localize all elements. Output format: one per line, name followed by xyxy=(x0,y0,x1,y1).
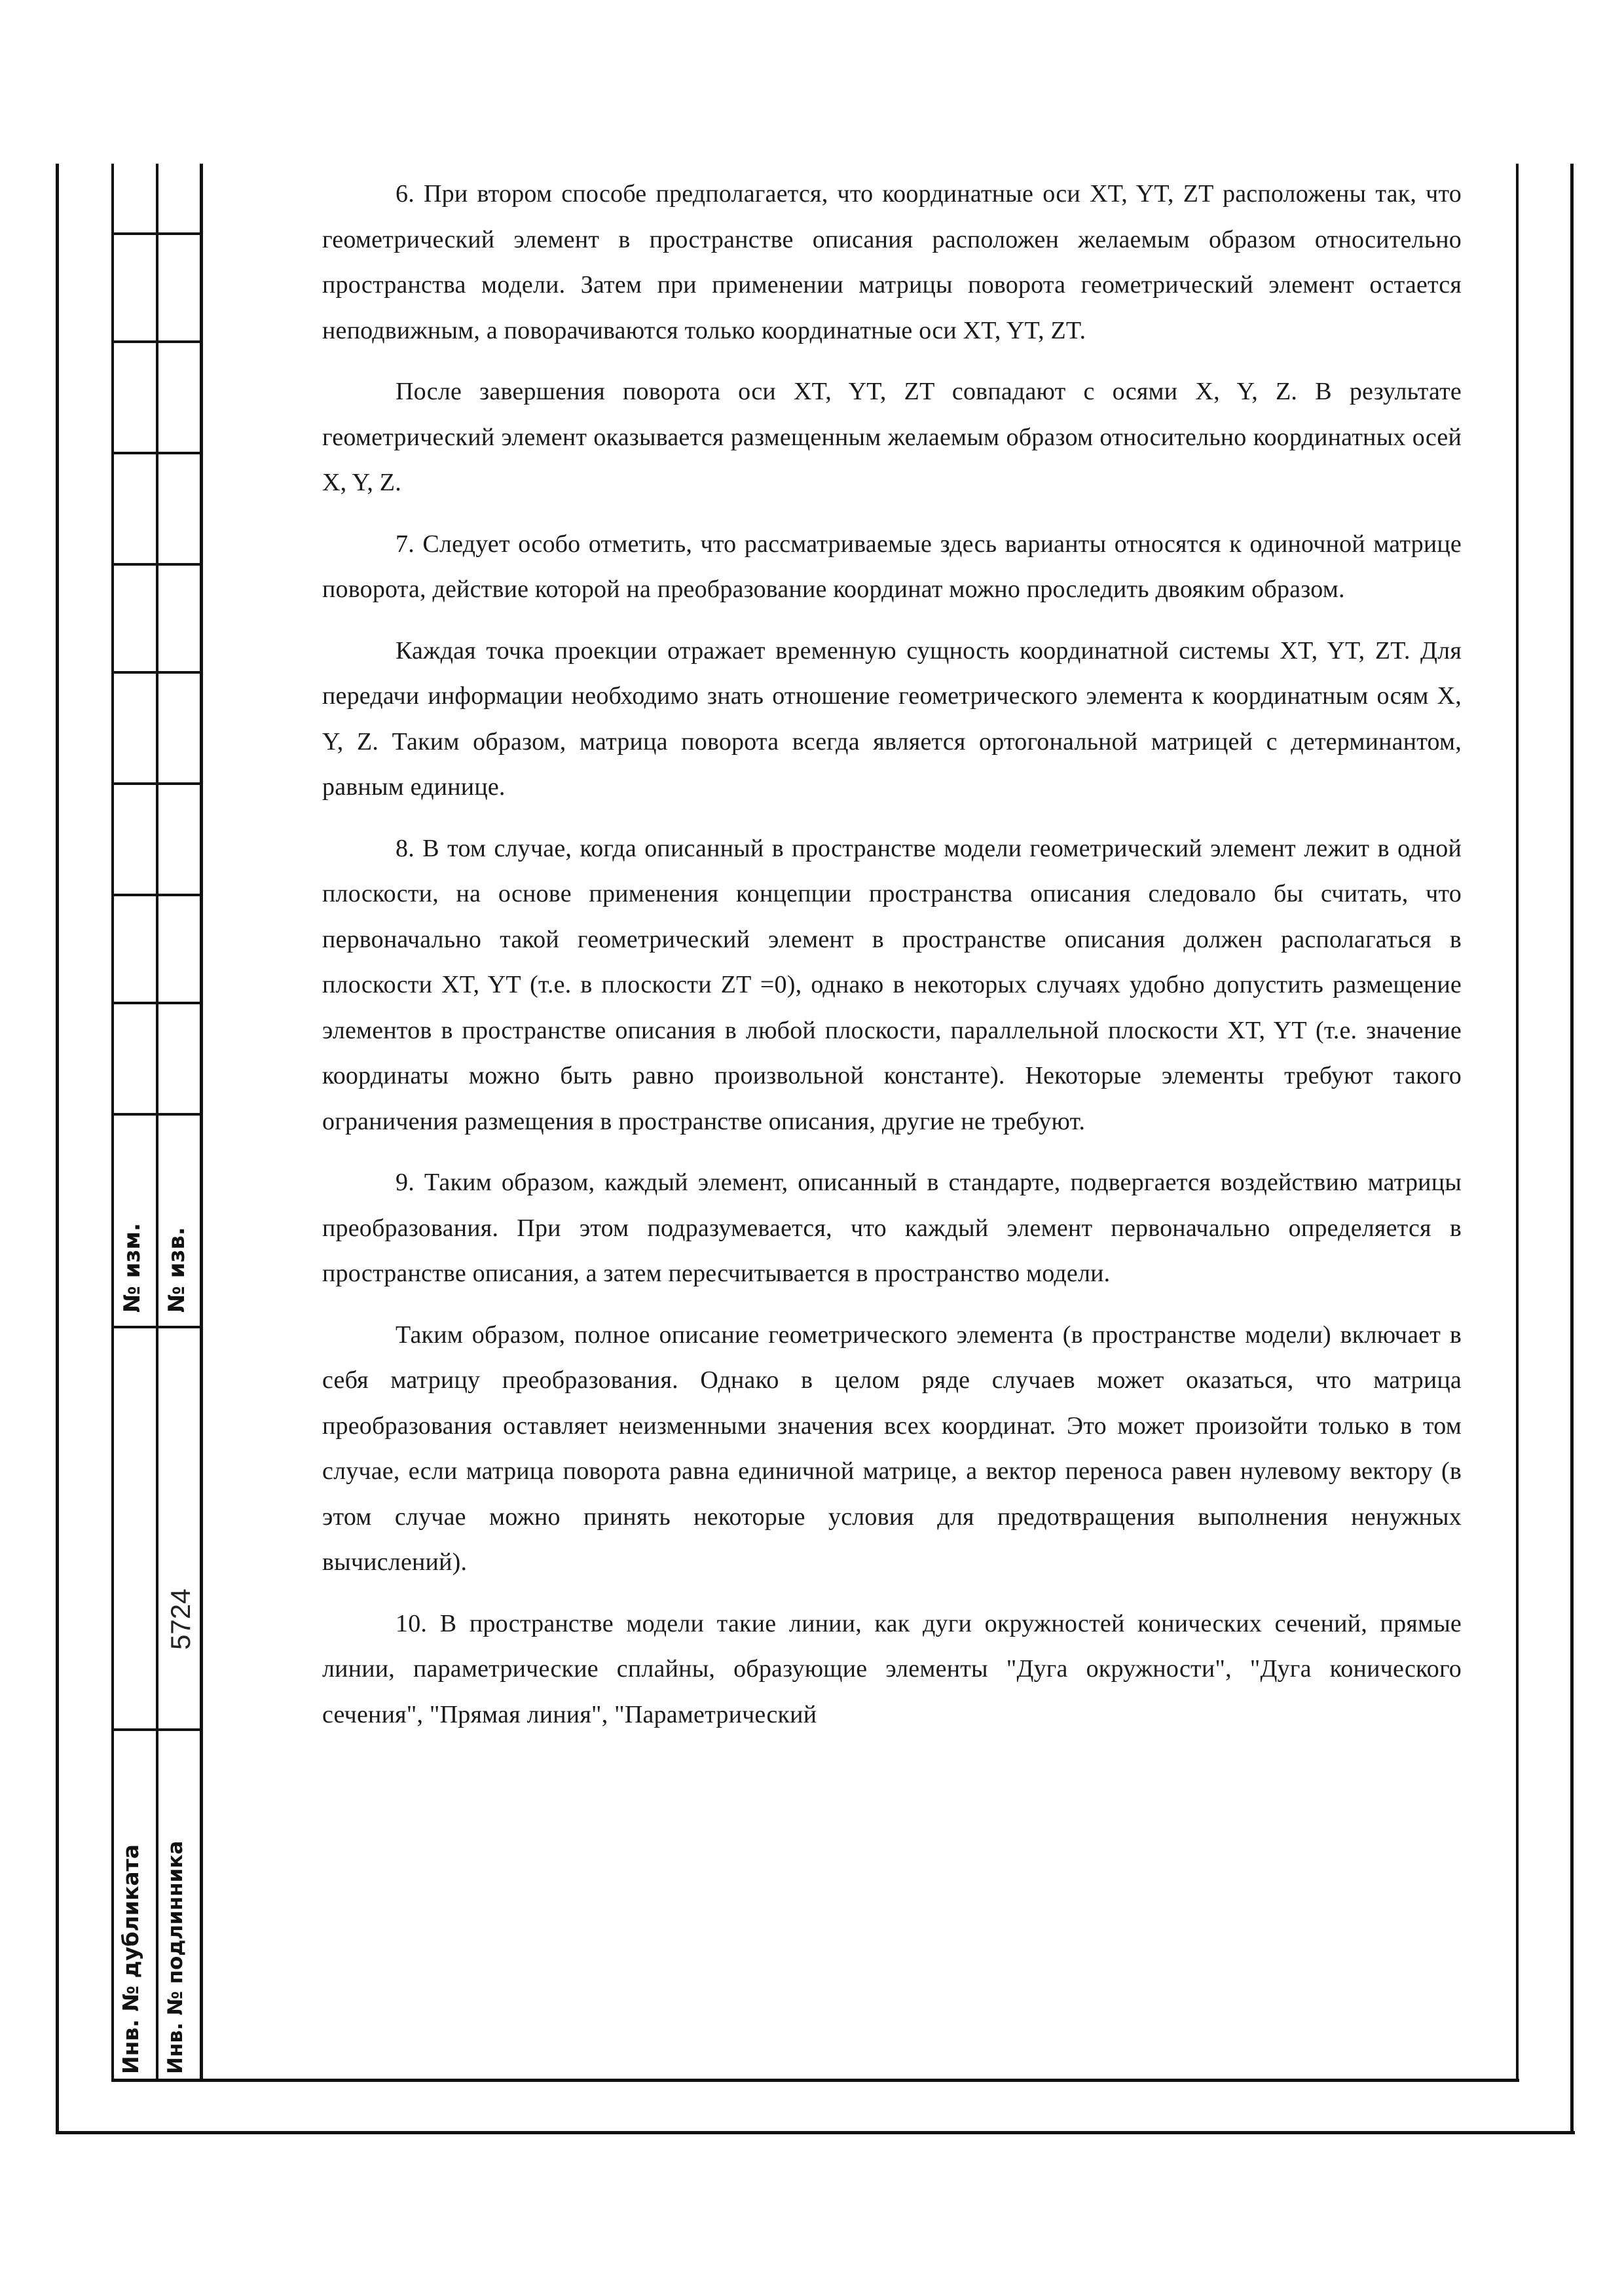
frame-bottom-outer-line xyxy=(56,2131,1575,2134)
inv-dublikata-label: Инв. № дубликата xyxy=(118,1844,143,2074)
side-strip-row-line xyxy=(111,1113,203,1116)
side-strip-row-line xyxy=(111,671,203,674)
side-strip-row-line xyxy=(111,563,203,566)
side-strip-row-line xyxy=(111,1002,203,1004)
side-strip-row-line xyxy=(111,340,203,343)
frame-bottom-inner-line xyxy=(111,2079,1519,2082)
paragraph-6: 6. При втором способе предполагается, что координатные оси XT, YT, ZT расположены так, что геометрический элемент в пространстве описания расположен желаемым образом относительно пространства модели. Затем при применении матрицы поворота геометрический элемент остается неподвижным, а поворачиваются только координатные оси XT, YT, ZT. xyxy=(322,180,1462,344)
paragraph-7-continued: Каждая точка проекции отражает временную сущность координатной системы XT, YT, ZT. Для передачи информации необходимо знать отношение геометрического элемента к координатным осям X, Y, Z. Таким образом, матрица поворота всегда является ортогональной матрицей с детерминантом, равным единице. xyxy=(322,636,1462,801)
izm-label: № изм. xyxy=(119,1222,145,1313)
side-strip-row-line xyxy=(111,1326,203,1328)
frame-right-line xyxy=(1570,164,1574,2134)
side-strip-row-line xyxy=(111,894,203,896)
side-strip-row-line xyxy=(111,1728,203,1731)
inv-podlinnika-label: Инв. № подлинника xyxy=(164,1840,187,2074)
frame-outer-left-line xyxy=(56,164,59,2134)
frame-right-inner-line xyxy=(1516,164,1519,2082)
side-strip-row-line xyxy=(111,452,203,454)
paragraph-6-continued: После завершения поворота оси XT, YT, ZT совпадают с осями X, Y, Z. В результате геометрический элемент оказывается размещенным желаемым образом относительно координатных осей X, Y, Z. xyxy=(322,378,1462,496)
side-strip-row-line xyxy=(111,232,203,235)
document-body xyxy=(322,172,1462,1753)
izv-label: № изв. xyxy=(164,1227,190,1313)
side-strip-row-line xyxy=(111,782,203,785)
paragraph-9-continued: Таким образом, полное описание геометрического элемента (в пространстве модели) включает в себя матрицу преобразования. Однако в целом ряде случаев может оказаться, что матрица преобразования оставляет неизменными значения всех координат. Это может произойти только в том случае, если матрица поворота равна единичной матрице, а вектор переноса равен нулевому вектору (в этом случае можно принять некоторые условия для предотвращения выполнения ненужных вычислений). xyxy=(322,1321,1462,1576)
paragraph-8: 8. В том случае, когда описанный в пространстве модели геометрический элемент лежит в одной плоскости, на основе применения концепции пространства описания следовало бы считать, что первоначально такой геометрический элемент в пространстве описания должен располагаться в плоскости XT, YT (т.е. в плоскости ZT =0), однако в некоторых случаях удобно допустить размещение элементов в пространстве описания в любой плоскости, параллельной плоскости XT, YT (т.е. значение координаты можно быть равно произвольной константе). Некоторые элементы требуют такого ограничения размещения в пространстве описания, другие не требуют. xyxy=(322,834,1462,1135)
paragraph-9: 9. Таким образом, каждый элемент, описанный в стандарте, подвергается воздействию матрицы преобразования. При этом подразумевается, что каждый элемент первоначально определяется в пространстве описания, а затем пересчитывается в пространство модели. xyxy=(322,1169,1462,1287)
podlinnik-number: 5724 xyxy=(165,1588,196,1650)
paragraph-10: 10. В пространстве модели такие линии, как дуги окружностей конических сечений, прямые линии, параметрические сплайны, образующие элементы "Дуга окружности", "Дуга конического сечения", "Прямая линия", "Параметрический xyxy=(322,1609,1462,1728)
paragraph-7: 7. Следует особо отметить, что рассматриваемые здесь варианты относятся к одиночной матрице поворота, действие которой на преобразование координат можно проследить двояким образом. xyxy=(322,530,1462,603)
